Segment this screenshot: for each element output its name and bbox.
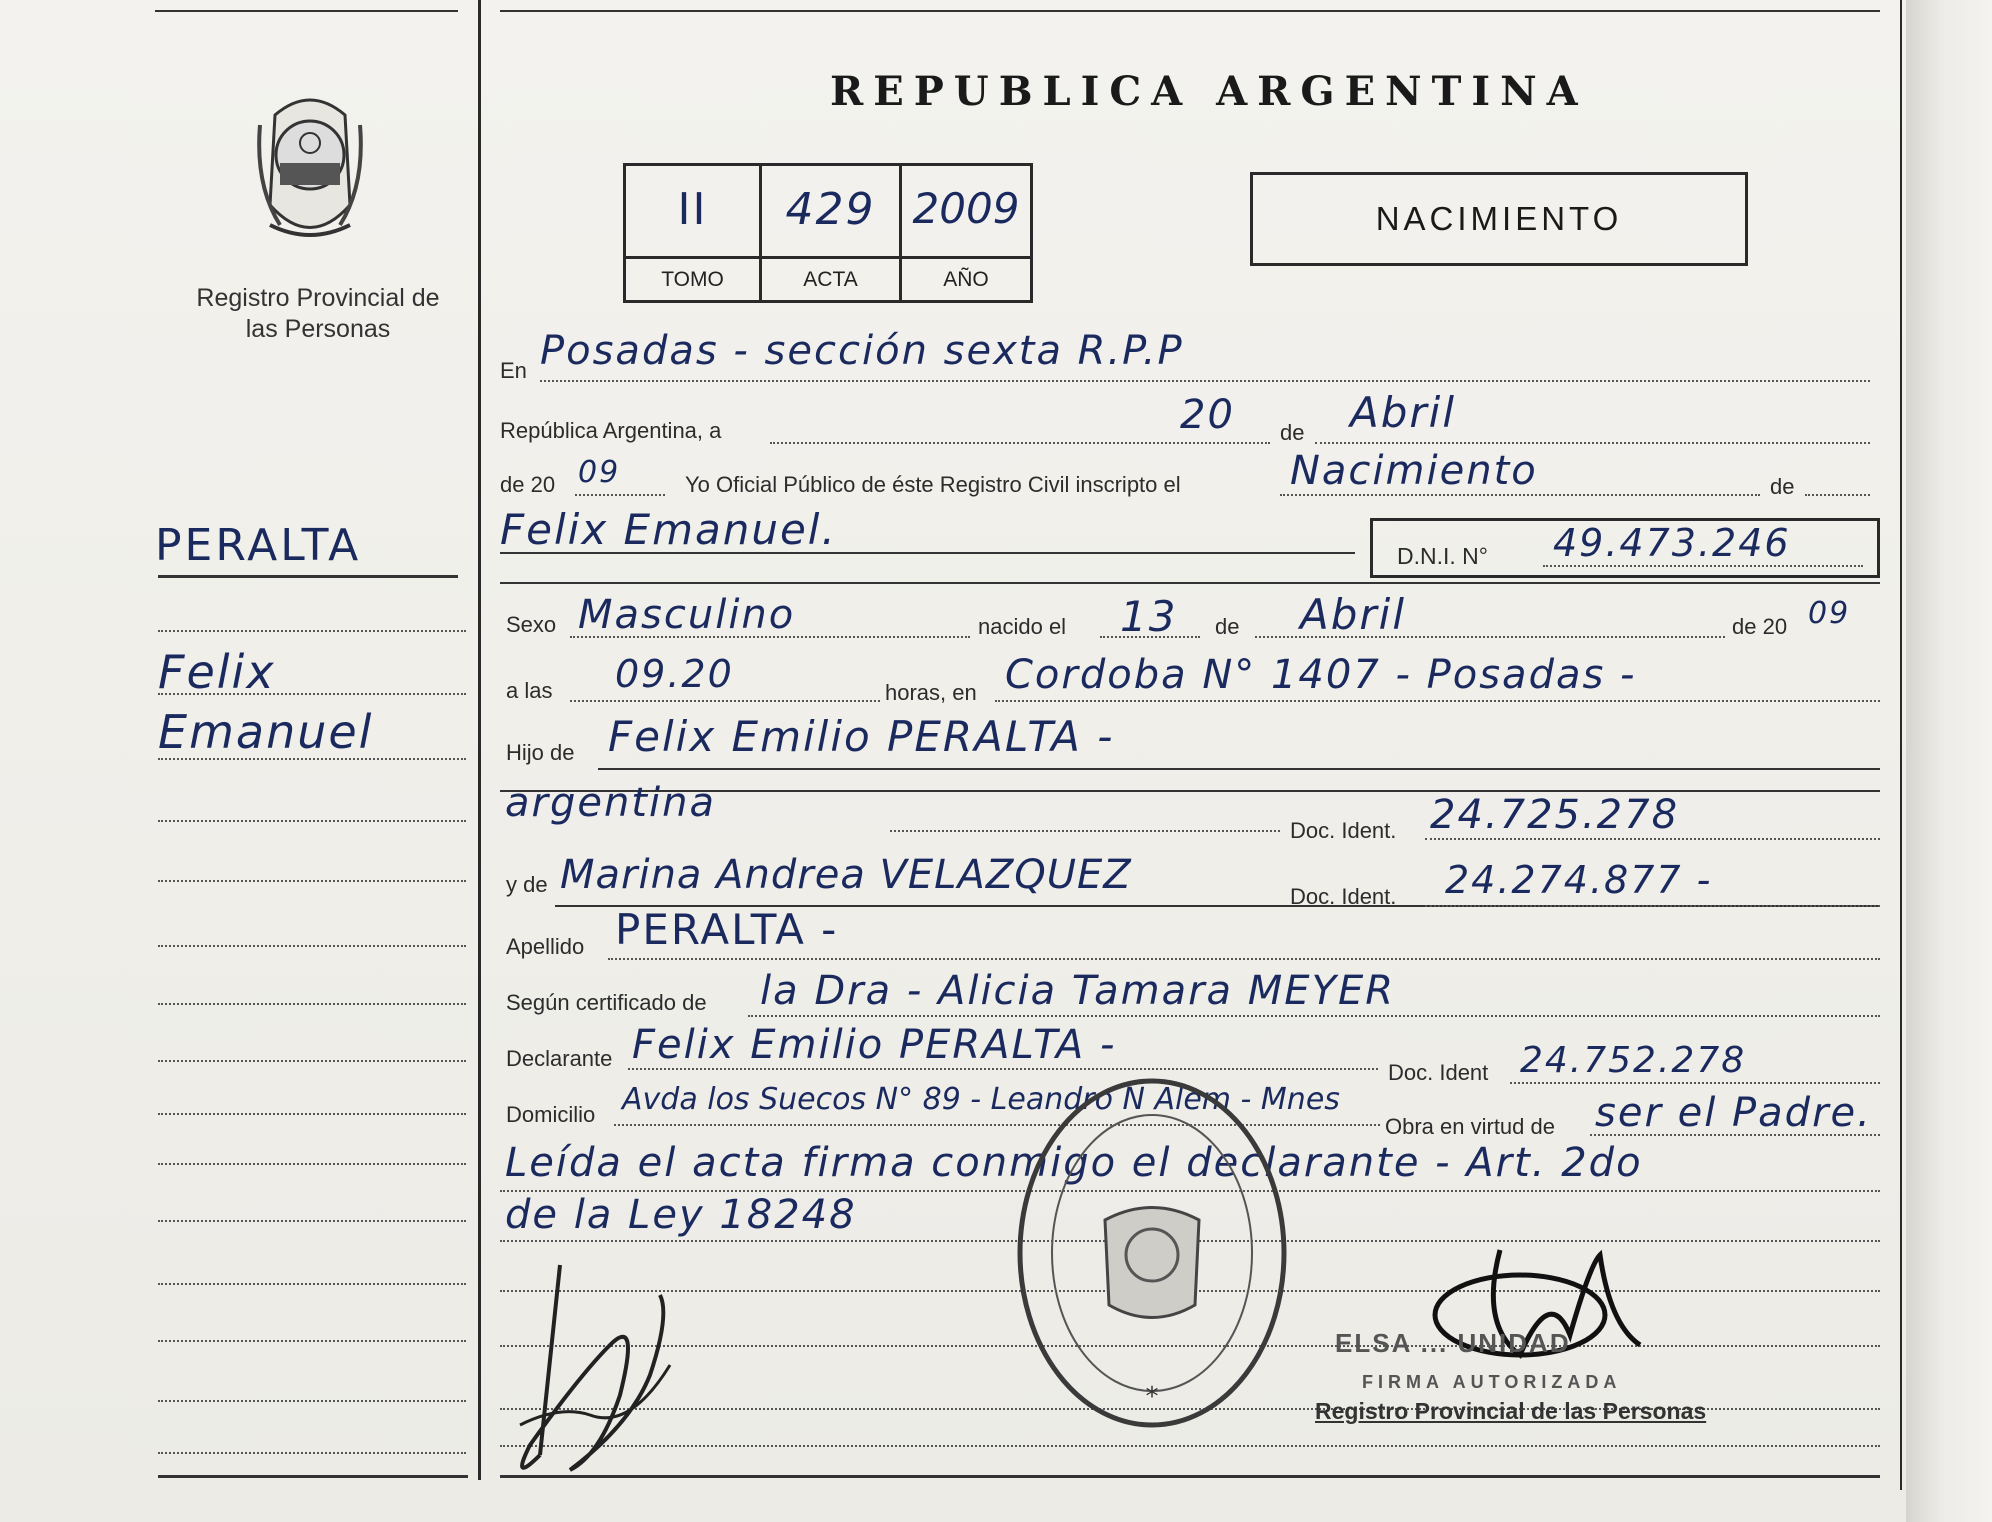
birth-year-prefix: de 20: [1732, 614, 1788, 639]
month-line: [1315, 442, 1870, 444]
declarante-doc: 24.752.278: [1520, 1040, 1747, 1081]
record-type: NACIMIENTO: [1375, 200, 1623, 237]
margin-surname: PERALTA: [155, 520, 362, 571]
margin-given1: Felix: [158, 645, 276, 699]
declarante-label: Declarante: [506, 1046, 613, 1071]
margin-line: [158, 1060, 466, 1062]
margin-line: [158, 1113, 466, 1115]
certificado-value: la Dra - Alicia Tamara MEYER: [760, 968, 1396, 1014]
margin-line: [158, 1452, 466, 1454]
en-label: En: [500, 358, 527, 383]
hijo-label: Hijo de: [506, 740, 575, 765]
year-line: [575, 494, 665, 496]
closing-text-1: Leída el acta firma conmigo el declarante - Art. 2do: [505, 1140, 1643, 1186]
declarante-doc-line: [1510, 1082, 1880, 1084]
hour-line: [570, 700, 880, 702]
year-prefix: de 20: [500, 472, 556, 497]
province-seal: [240, 85, 380, 255]
inscribed-value: Nacimiento: [1290, 448, 1538, 494]
certificado-line: [748, 1015, 1880, 1017]
margin-line: [158, 880, 466, 882]
father-nationality: argentina: [505, 780, 716, 826]
day-line: [770, 442, 1270, 444]
left-signature: [500, 1255, 700, 1485]
de3-label: de: [1215, 614, 1240, 639]
dni-value: 49.473.246: [1553, 521, 1791, 565]
doc1-label: Doc. Ident.: [1290, 818, 1397, 843]
obra-value: ser el Padre.: [1595, 1090, 1872, 1136]
nacido-label: nacido el: [978, 614, 1067, 639]
official-stamp: [1015, 1075, 1290, 1430]
de-label: de: [1280, 420, 1305, 445]
sexo-value: Masculino: [578, 592, 796, 638]
margin-line: [158, 1003, 466, 1005]
yde-label: y de: [506, 872, 548, 897]
child-name: Felix Emanuel.: [500, 505, 837, 554]
apellido-line: [608, 958, 1880, 960]
de2-line: [1805, 494, 1870, 496]
bottom-rule: [500, 1475, 1880, 1478]
en-line: [540, 380, 1870, 382]
anio-value: 2009: [912, 184, 1020, 233]
mother-doc-line: [1425, 905, 1880, 907]
hour-value: 09.20: [615, 652, 734, 696]
month-value: Abril: [1350, 388, 1456, 437]
margin-line: [158, 1163, 466, 1165]
svg-text:*: *: [1145, 1382, 1159, 1412]
place-line: [995, 700, 1880, 702]
margin-line: [158, 1400, 466, 1402]
section-rule-1: [500, 582, 1880, 584]
father-doc-line: [1425, 838, 1880, 840]
anio-cell: [902, 166, 1030, 256]
margin-line: [158, 630, 466, 632]
acta-value: 429: [785, 184, 876, 235]
dni-box: [1370, 518, 1880, 578]
margin-bottom-line: [158, 1475, 468, 1478]
acta-cell: [762, 166, 902, 256]
place-value: Cordoba N° 1407 - Posadas -: [1005, 652, 1637, 698]
year-suffix: 09: [578, 455, 621, 490]
anio-label: AÑO: [943, 268, 989, 291]
de2-label: de: [1770, 474, 1795, 499]
republica-label: República Argentina, a: [500, 418, 722, 443]
margin-surname-line: [158, 575, 458, 578]
sexo-label: Sexo: [506, 612, 557, 637]
tomo-label: TOMO: [626, 259, 762, 300]
top-rule-right: [500, 10, 1880, 12]
country-title: REPUBLICA ARGENTINA: [830, 68, 1588, 115]
obra-label: Obra en virtud de: [1385, 1114, 1555, 1139]
father-value: Felix Emilio PERALTA -: [608, 712, 1115, 761]
tomo-value: II: [677, 184, 708, 235]
top-rule-left: [155, 10, 458, 12]
horas-label: horas, en: [885, 680, 977, 705]
margin-line: [158, 693, 466, 695]
closing-text-2: de la Ley 18248: [505, 1192, 857, 1238]
mother-doc: 24.274.877 -: [1445, 858, 1713, 902]
signer-name: ELSA ... UNIDAD: [1335, 1328, 1571, 1358]
margin-line: [158, 1283, 466, 1285]
alas-label: a las: [506, 678, 553, 703]
birth-day: 13: [1120, 592, 1178, 641]
official-text: Yo Oficial Público de éste Registro Civil inscripto el: [685, 472, 1181, 497]
margin-line: [158, 820, 466, 822]
father-doc: 24.725.278: [1430, 792, 1680, 838]
right-border: [1900, 0, 1902, 1490]
doc2-label: Doc. Ident.: [1290, 884, 1397, 909]
acta-label: ACTA: [762, 259, 902, 300]
column-divider: [478, 0, 481, 1480]
margin-line: [158, 1220, 466, 1222]
segun-label: Según certificado de: [506, 990, 707, 1015]
apellido-value: PERALTA -: [615, 905, 839, 954]
birth-month: Abril: [1300, 590, 1406, 639]
apellido-label: Apellido: [506, 934, 585, 959]
blank-line: [500, 1445, 1880, 1447]
birth-year-suffix: 09: [1808, 596, 1851, 631]
declarante-line: [628, 1068, 1378, 1070]
page-edge: [1906, 0, 1992, 1522]
child-name-line: [500, 552, 1355, 554]
domicilio-value: Avda los Suecos N° 89 - Leandro N Alem - Mnes: [622, 1082, 1340, 1117]
margin-given2: Emanuel: [158, 705, 374, 759]
agency-name: Registro Provincial de las Personas: [196, 284, 440, 343]
en-value: Posadas - sección sexta R.P.P: [540, 328, 1184, 374]
declarante-value: Felix Emilio PERALTA -: [632, 1022, 1117, 1068]
tomo-cell: [626, 166, 762, 256]
nat-line: [890, 830, 1280, 832]
margin-line: [158, 1340, 466, 1342]
margin-line: [158, 945, 466, 947]
record-type-box: [1250, 172, 1748, 266]
register-table: [623, 163, 1033, 303]
father-line: [598, 768, 1880, 770]
domicilio-label: Domicilio: [506, 1102, 596, 1127]
signer-office: Registro Provincial de las Personas: [1315, 1398, 1707, 1424]
signer-role: FIRMA AUTORIZADA: [1362, 1372, 1622, 1392]
doc3-label: Doc. Ident: [1388, 1060, 1489, 1085]
dni-label: D.N.I. N°: [1397, 543, 1488, 569]
dni-line: [1543, 565, 1863, 567]
inscribed-line: [1280, 494, 1760, 496]
mother-value: Marina Andrea VELAZQUEZ: [560, 852, 1132, 898]
margin-line: [158, 758, 466, 760]
day-value: 20: [1180, 392, 1235, 438]
